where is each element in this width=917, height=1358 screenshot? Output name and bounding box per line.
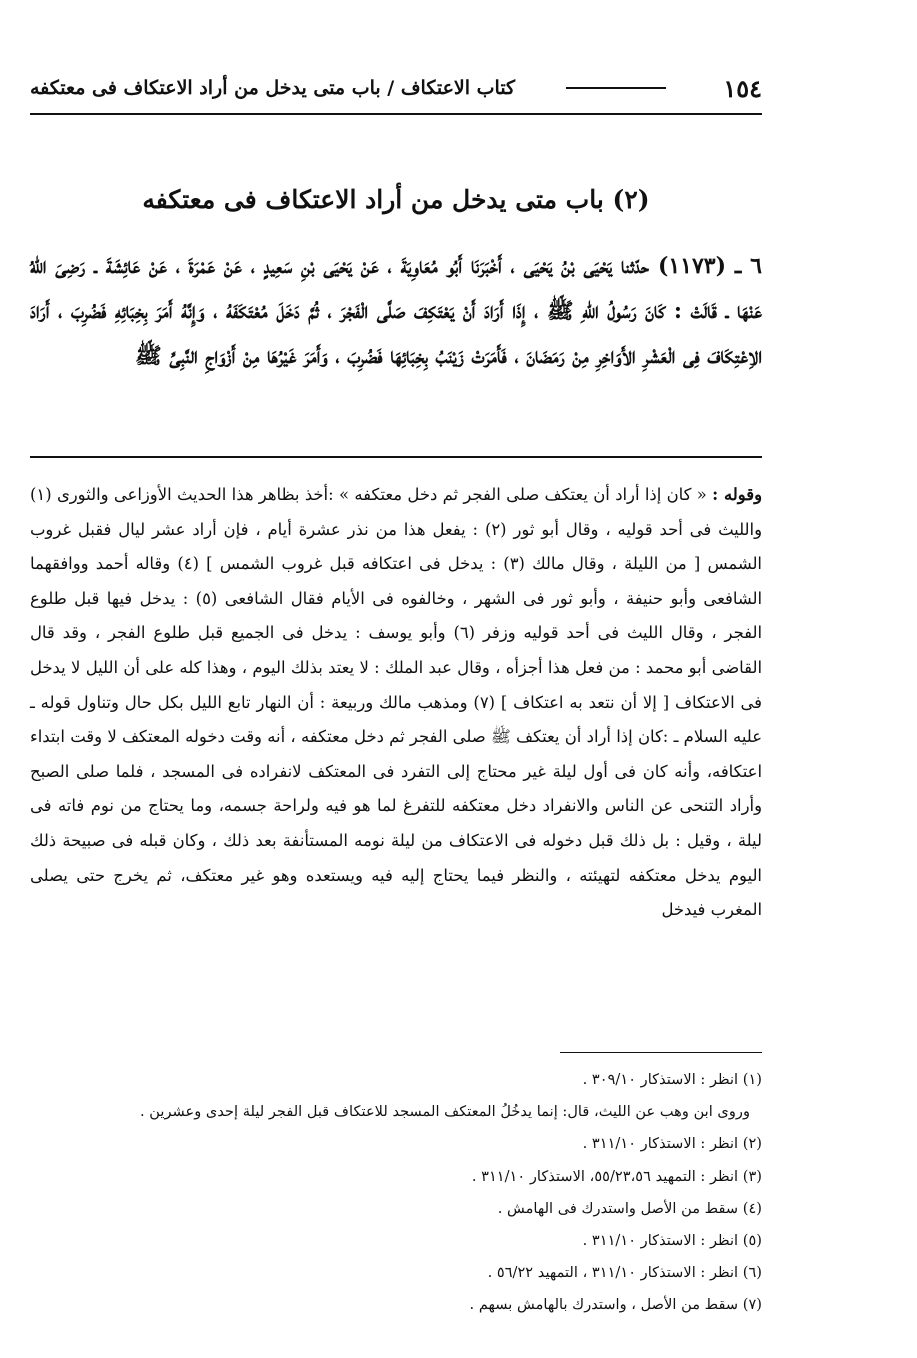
commentary-body: « كان إذا أراد أن يعتكف صلى الفجر ثم دخل معتكفه » :أخذ بظاهر هذا الحديث الأوزاعى والثورى (١) والليث فى أحد قوليه ، وقال أبو ثور (٢) : يفعل هذا من نذر عشرة أيام ، فإن أراد عشر ليال فقبل غروب الشمس [ من الليلة ، وقال مالك (٣) : يدخل فى اعتكافه قبل غروب الشمس ] (٤) وقاله أحمد ووافقهما الشافعى وأبو حنيفة ، وأبو ثور فى الشهر ، وخالفوه فى الأيام فقال الشافعى (٥) : يدخل فيها قبل طلوع الفجر ، وقال الليث فى أحد قوليه وزفر (٦) وأبو يوسف : يدخل فى الجميع قبل طلوع الفجر ، وقد قال القاضى أبو محمد : من فعل هذا أجزأه ، وقال عبد الملك : لا يعتد بذلك اليوم ، وهذا كله على أن الليل لا يدخل فى الاعتكاف [ إلا أن نتعد به اعتكاف ] (٧) ومذهب مالك وربيعة : أن النهار تابع الليل بكل حال وتناول قوله ـ عليه السلام ـ :كان إذا أراد أن يعتكف ﷺ صلى الفجر ثم دخل معتكفه ، أنه وقت دخوله المعتكف لا وقت ابتداء اعتكافه، وأنه كان فى أول ليلة غير محتاج إلى التفرد فى المعتكف لانفراده فى المسجد ، فلما صلى الصبح وأراد التنحى عن الناس والانفراد دخل معتكفه للتفرغ لما هو فيه ولراحة جسمه، وما يحتاج من نوم فاته فى ليلة ، وقيل : بل ذلك قبل دخوله فى الاعتكاف من ليلة نومه المستأنفة بعد ذلك ، وكان قبله فى صبيحة ذلك اليوم يدخل معتكفه لتهيئته ، والنظر فيما يحتاج إليه فيه ويستعده وهو غير معتكف، ثم يخرج حتى يصلى المغرب فيدخل (30, 485, 763, 920)
page-number: ١٥٤ (723, 73, 762, 103)
running-title: كتاب الاعتكاف / باب متى يدخل من أراد الاعتكاف فى معتكفه (30, 77, 516, 99)
footnote: (٦) انظر : الاستذكار ٣١١/١٠ ، التمهيد ٥٦/٢٢ . (487, 1264, 762, 1282)
footnotes-rule (560, 1052, 762, 1053)
running-header (30, 68, 762, 108)
footnote: (١) انظر : الاستذكار ٣٠٩/١٠ . (582, 1071, 762, 1088)
header-dash-rule (566, 87, 666, 89)
footnote: (٥) انظر : الاستذكار ٣١١/١٠ . (582, 1232, 762, 1250)
footnote: (٣) انظر : التمهيد ٥٥/٢٣،٥٦، الاستذكار ٣١١/١٠ . (471, 1167, 762, 1185)
footnote-continuation: وروى ابن وهب عن الليث، قال: إنما يدخُلُ المعتكف المسجد للاعتكاف قبل الفجر ليلة إحدى وعشرين . (140, 1103, 750, 1121)
commentary-lead: وقوله : (712, 485, 763, 504)
section-divider (30, 456, 762, 458)
footnote: (٢) انظر : الاستذكار ٣١١/١٠ . (582, 1135, 762, 1153)
footnote: (٤) سقط من الأصل واستدرك فى الهامش . (497, 1199, 762, 1217)
footnote: (٧) سقط من الأصل ، واستدرك بالهامش بسهم . (469, 1296, 762, 1314)
chapter-title: (٢) باب متى يدخل من أراد الاعتكاف فى معتكفه (142, 185, 650, 214)
commentary-paragraph (30, 478, 762, 928)
header-rule (30, 113, 762, 115)
footnotes-list (30, 1064, 762, 1322)
hadith-text: ٦ ـ (١١٧٣) حدّثنا يَحْيَى بْنُ يَحْيَى ، أَخْبَرَنَا أَبُو مُعَاوِيَةَ ، عَنْ يَحْيَى بْنِ سَعِيدٍ ، عَنْ عَمْرَةَ ، عَنْ عَائِشَةَ ـ رَضِىَ اللهُ عَنْهَا ـ قَالَتْ : كَانَ رَسُولُ اللهِ ﷺ ، إِذَا أَرَادَ أَنْ يَعْتَكِفَ صَلَّى الْفَجْرَ ، ثُمَّ دَخَلَ مُعْتَكَفَهُ ، وَإِنَّهُ أَمَرَ بِخِبَائِهِ فَضُرِبَ ، أَرَادَ الاِعْتِكَافَ فِى الْعَشْرِ الأَوَاخِرِ مِنْ رَمَضَانَ ، فَأَمَرَتْ زَيْنَبُ بِخِبَائِهَا فَضُرِبَ ، وَأَمَرَ غَيْرُهَا مِنْ أَزْوَاجِ النَّبِىِّ ﷺ (30, 253, 762, 369)
